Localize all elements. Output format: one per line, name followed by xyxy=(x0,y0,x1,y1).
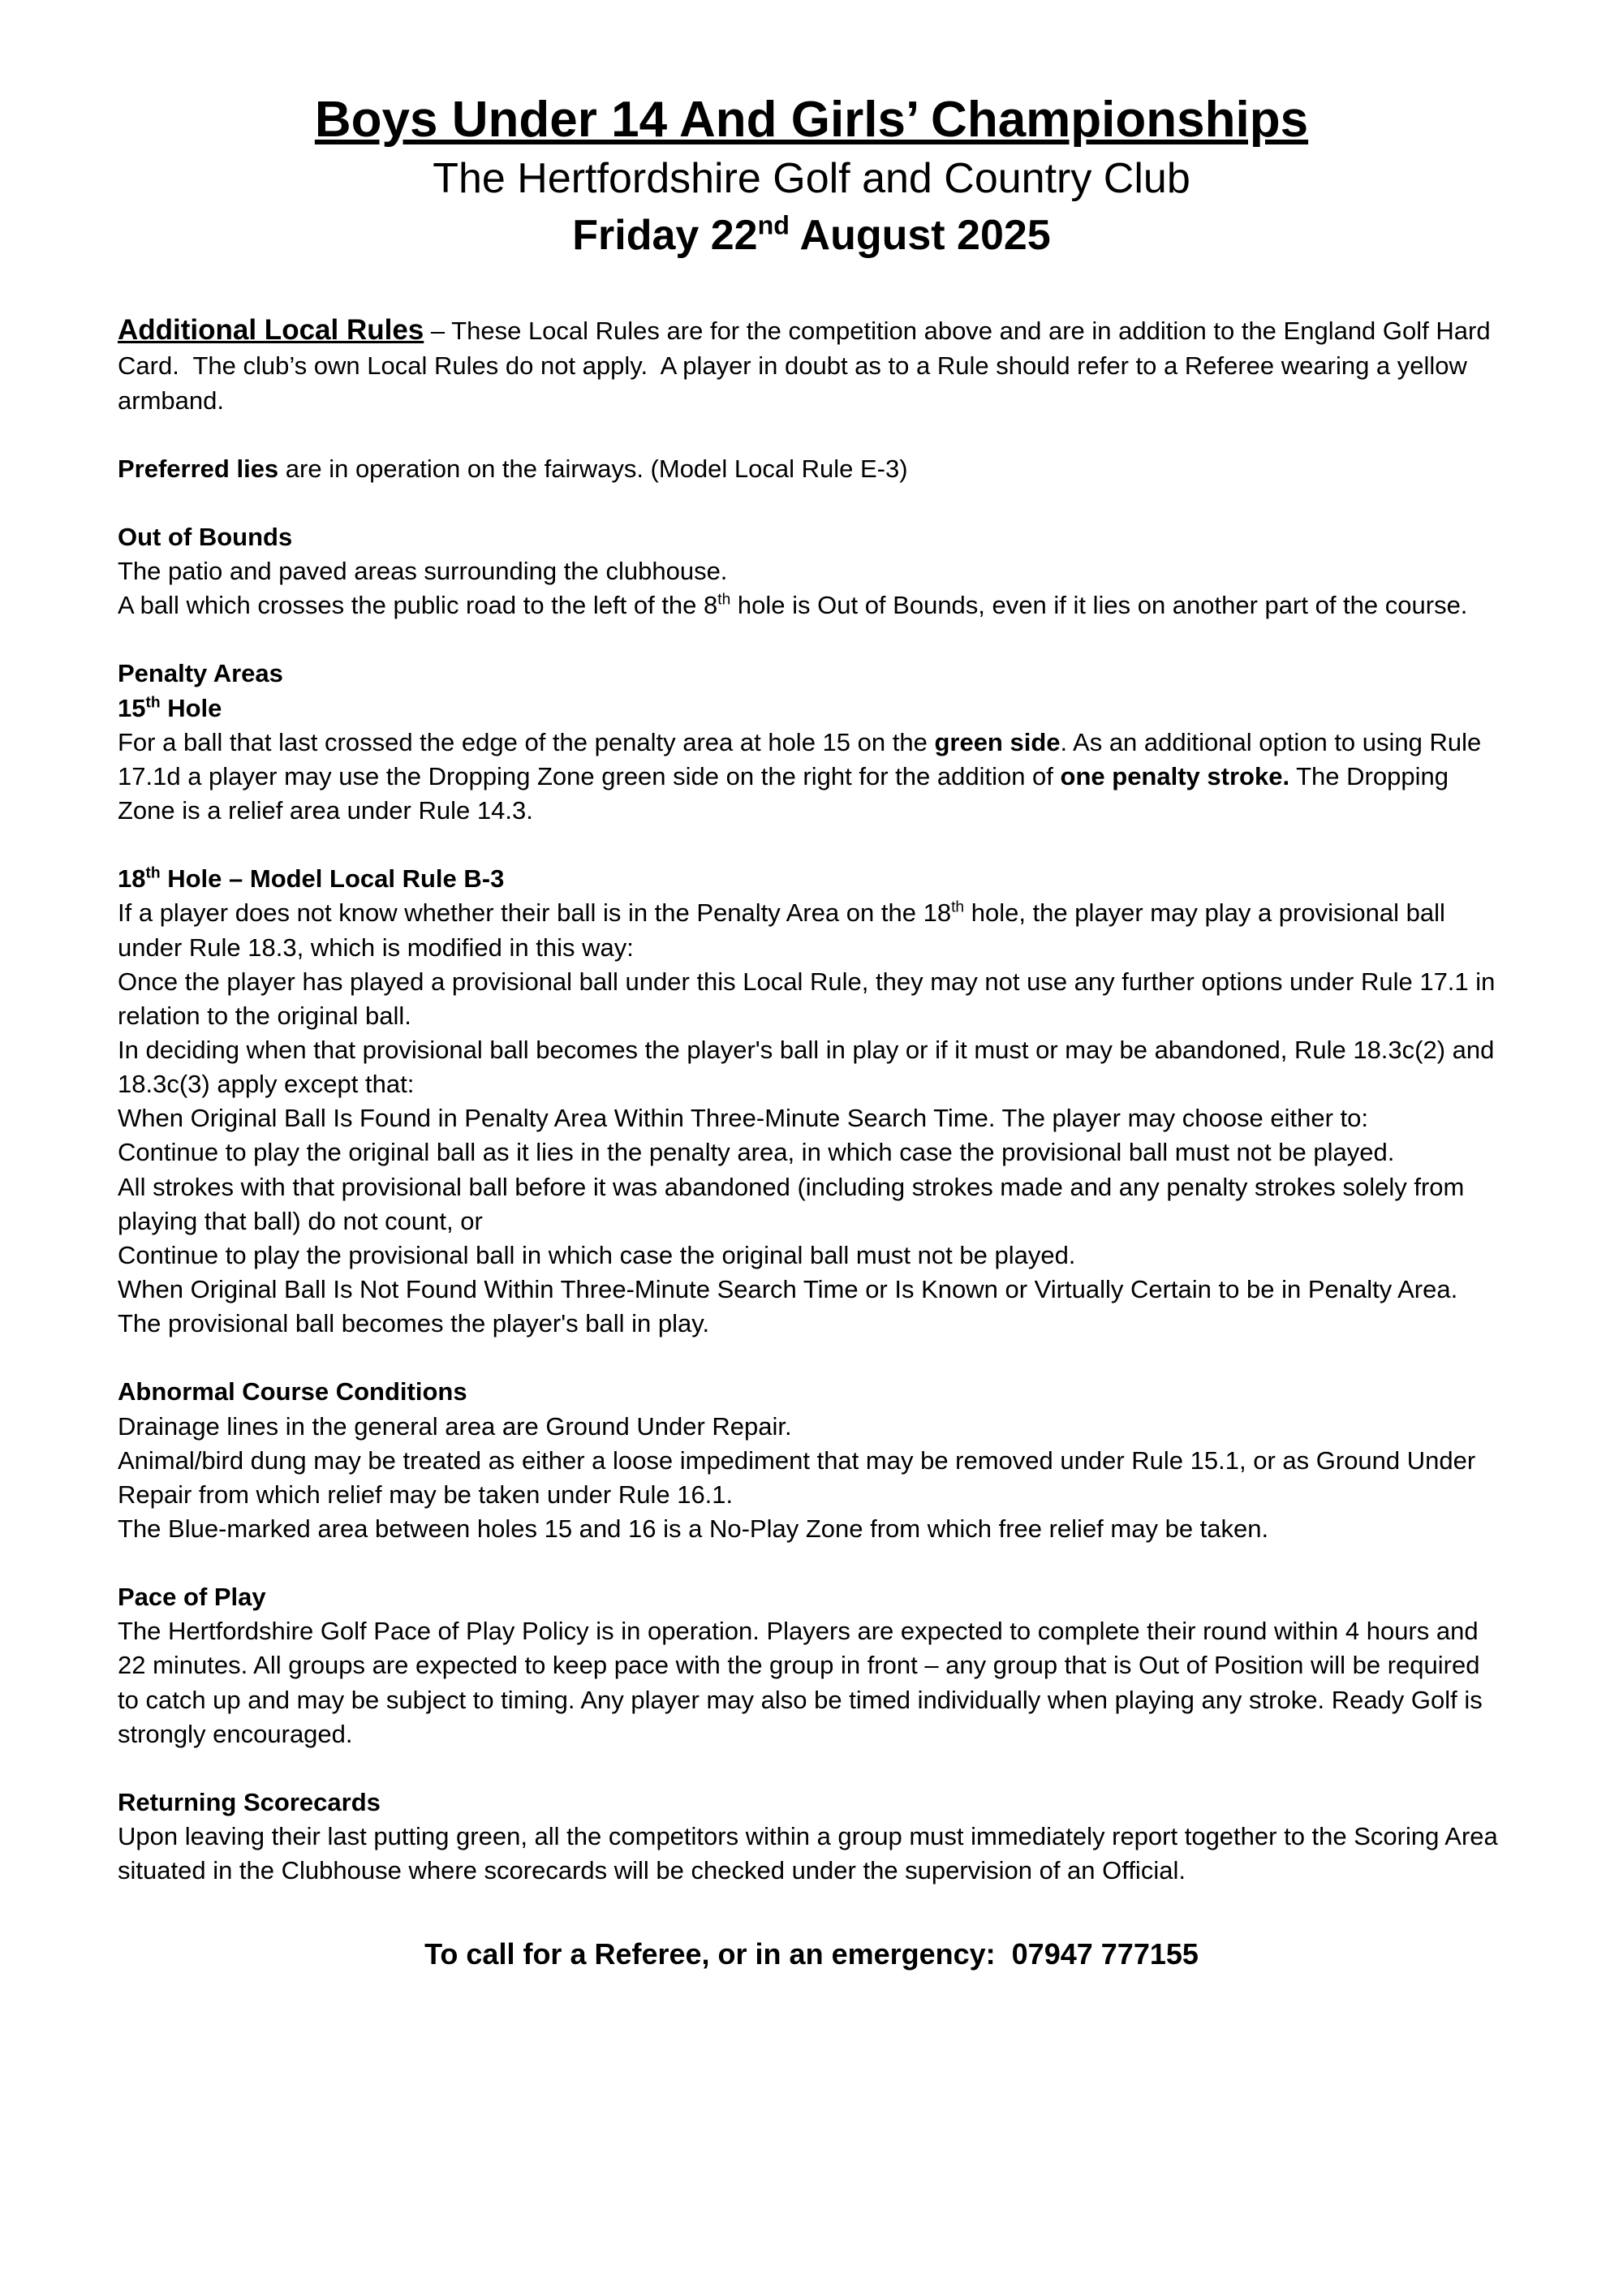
section-out-of-bounds xyxy=(118,520,1505,622)
hole-18-paragraph-2: Once the player has played a provisional ball under this Local Rule, they may not use any further options under Rule 17.1 in relation to the original ball. xyxy=(118,967,1503,1030)
section-hole-18 xyxy=(118,862,1505,1341)
section-pace-of-play xyxy=(118,1580,1505,1751)
preferred-lies-paragraph: Preferred lies are in operation on the fairways. (Model Local Rule E-3) xyxy=(118,454,908,483)
abnormal-paragraph-2: Animal/bird dung may be treated as either a loose impediment that may be removed under Rule 15.1, or as Ground Under Repair from which relief may be taken under Rule 16.1. xyxy=(118,1445,1483,1509)
hole-18-paragraph-6: All strokes with that provisional ball before it was abandoned (including strokes made and any penalty strokes solely from playing that ball) do not count, or xyxy=(118,1172,1471,1235)
pace-of-play-paragraph: The Hertfordshire Golf Pace of Play Policy is in operation. Players are expected to complete their round within 4 hours and 22 minutes. All groups are expected to keep pace with the group in front – any group that is Out of Position will be required to catch up and may be subject to timing. Any player may also be timed individually when playing any stroke. Ready Golf is strongly encouraged. xyxy=(118,1617,1490,1748)
doc-date: Friday 22nd August 2025 xyxy=(572,210,1051,260)
penalty-areas-heading: Penalty Areas xyxy=(118,659,283,688)
section-abnormal-course-conditions xyxy=(118,1375,1505,1546)
hole-15-heading: 15th Hole xyxy=(118,693,222,722)
abnormal-paragraph-3: The Blue-marked area between holes 15 and 16 is a No-Play Zone from which free relief may be taken. xyxy=(118,1514,1269,1544)
out-of-bounds-paragraph-2: A ball which crosses the public road to the left of the 8th hole is Out of Bounds, even if it lies on another part of the course. xyxy=(118,591,1468,620)
hole-18-paragraph-4: When Original Ball Is Found in Penalty Area Within Three-Minute Search Time. The player may choose either to: xyxy=(118,1104,1368,1133)
pace-of-play-heading: Pace of Play xyxy=(118,1583,266,1612)
returning-scorecards-paragraph: Upon leaving their last putting green, all the competitors within a group must immediately report together to the Scoring Area situated in the Clubhouse where scorecards will be checked under the supervision of an Official. xyxy=(118,1822,1505,1885)
hole-18-heading: 18th Hole – Model Local Rule B-3 xyxy=(118,864,505,894)
additional-local-rules-paragraph: Additional Local Rules – These Local Rules are for the competition above and are in addition to the England Golf Hard Card. The club’s own Local Rules do not apply. A player in doubt as to a Rule should refer to a Referee wearing a yellow armband. xyxy=(118,313,1498,415)
hole-18-paragraph-7: Continue to play the provisional ball in which case the original ball must not be played. xyxy=(118,1240,1076,1269)
doc-subtitle: The Hertfordshire Golf and Country Club xyxy=(433,155,1190,203)
doc-title: Boys Under 14 And Girls’ Championships xyxy=(314,92,1309,148)
abnormal-course-conditions-heading: Abnormal Course Conditions xyxy=(118,1377,467,1406)
hole-18-paragraph-5: Continue to play the original ball as it lies in the penalty area, in which case the provisional ball must not be played. xyxy=(118,1138,1395,1167)
out-of-bounds-heading: Out of Bounds xyxy=(118,522,293,551)
emergency-contact-line: To call for a Referee, or in an emergency: 07947 777155 xyxy=(424,1937,1199,1971)
section-returning-scorecards xyxy=(118,1786,1505,1888)
hole-15-paragraph: For a ball that last crossed the edge of the penalty area at hole 15 on the green side. As an additional option to using Rule 17.1d a player may use the Dropping Zone green side on the right for the addition of one penalty stroke. The Dropping Zone is a relief area under Rule 14.3. xyxy=(118,727,1488,825)
out-of-bounds-paragraph-1: The patio and paved areas surrounding the clubhouse. xyxy=(118,557,728,586)
abnormal-paragraph-1: Drainage lines in the general area are Ground Under Repair. xyxy=(118,1411,792,1441)
hole-18-paragraph-3: In deciding when that provisional ball becomes the player's ball in play or if it must or may be abandoned, Rule 18.3c(2) and 18.3c(3) apply except that: xyxy=(118,1035,1502,1099)
hole-18-paragraph-1: If a player does not know whether their ball is in the Penalty Area on the 18th hole, the player may play a provisional ball under Rule 18.3, which is modified in this way: xyxy=(118,898,1453,962)
returning-scorecards-heading: Returning Scorecards xyxy=(118,1787,381,1816)
section-penalty-areas xyxy=(118,657,1505,828)
hole-18-paragraph-8: When Original Ball Is Not Found Within Three-Minute Search Time or Is Known or Virtually Certain to be in Penalty Area. The provisional ball becomes the player's ball in play. xyxy=(118,1275,1465,1338)
